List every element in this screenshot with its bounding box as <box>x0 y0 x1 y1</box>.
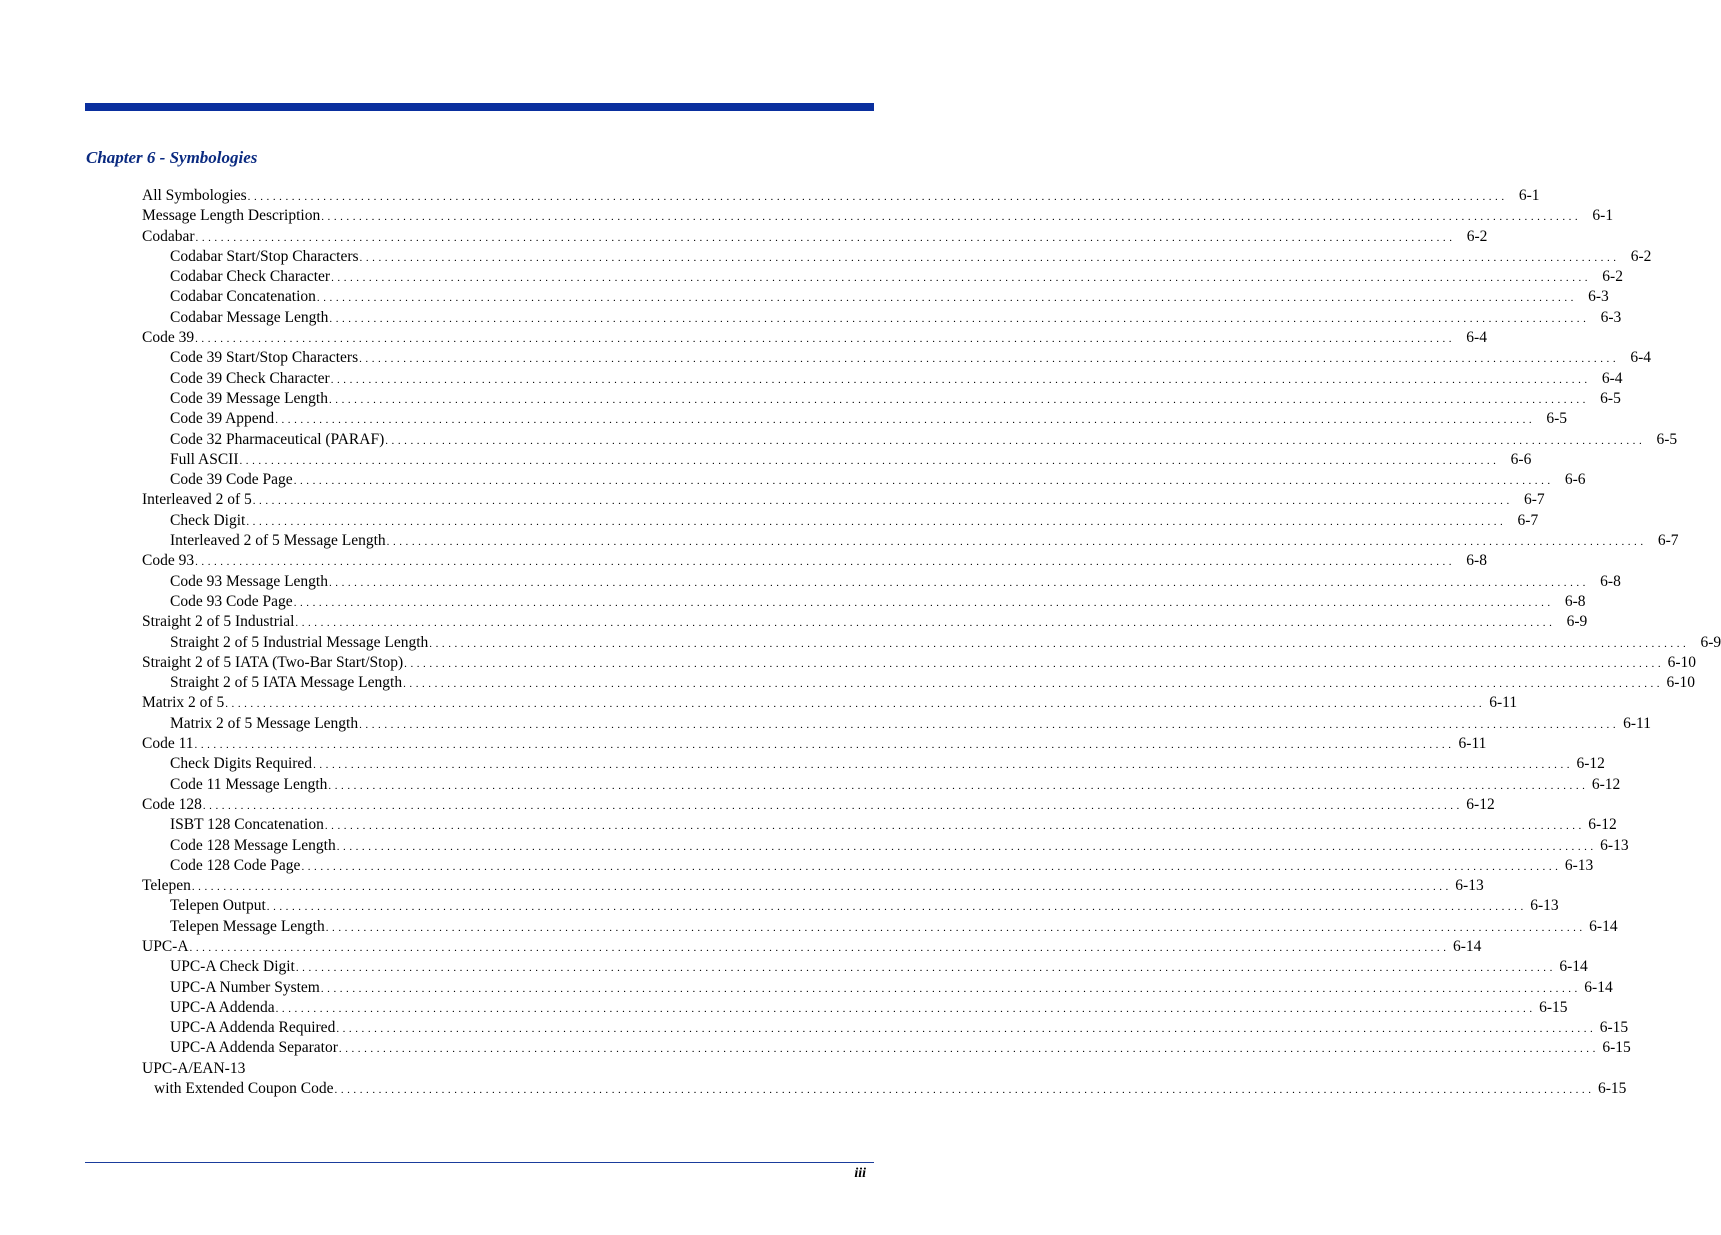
dot-leader: . . . . . . . . . . . . . . . . . . . . . . . . . . . . . . . . . . . . . . . . . . . . . . . . . . . . . . . . . . . . . . . . . . . . . . . . . . . . . . . . . . . . . . . . . . . . . . . . . . . . . . . . . . . . . . . . . . . . . . . . . . . . . . . . . . . . . . . . . . . . . . . . . . . . . . . . . . . . . . . . . . . . . . . . . . . . . . . . . . . . . . . . . . . . . . . . . . . . . . . . <box>295 962 1553 975</box>
toc-entry-title: Code 39 Start/Stop Characters <box>170 349 359 367</box>
toc-entry-title: Code 39 <box>142 329 195 347</box>
toc-entry-title: UPC-A Check Digit <box>170 958 295 976</box>
toc-entry[interactable] <box>0 490 1545 510</box>
dot-leader: . . . . . . . . . . . . . . . . . . . . . . . . . . . . . . . . . . . . . . . . . . . . . . . . . . . . . . . . . . . . . . . . . . . . . . . . . . . . . . . . . . . . . . . . . . . . . . . . . . . . . . . . . . . . . . . . . . . . . . . . . . . . . . . . . . . . . . . . . . . . . . . . . . . . . . . . . . . . . . . . . . . . . . . . . . . . . . . . . . . . . . . . . . . . . . . . . . . . . . . . <box>225 698 1483 711</box>
toc-entry[interactable] <box>0 430 1678 450</box>
toc-entry-page: 6-7 <box>1517 511 1539 529</box>
toc-entry-title: Telepen Message Length <box>170 917 325 935</box>
dot-leader: . . . . . . . . . . . . . . . . . . . . . . . . . . . . . . . . . . . . . . . . . . . . . . . . . . . . . . . . . . . . . . . . . . . . . . . . . . . . . . . . . . . . . . . . . . . . . . . . . . . . . . . . . . . . . . . . . . . . . . . . . . . . . . . . . . . . . . . . . . . . . . . . . . . . . . . . . . . . . . . . . . . . . . . . . . . . . . . . . . . . . . . . . . . . . . . . . . . . . . . . <box>359 251 1617 264</box>
dot-leader: . . . . . . . . . . . . . . . . . . . . . . . . . . . . . . . . . . . . . . . . . . . . . . . . . . . . . . . . . . . . . . . . . . . . . . . . . . . . . . . . . . . . . . . . . . . . . . . . . . . . . . . . . . . . . . . . . . . . . . . . . . . . . . . . . . . . . . . . . . . . . . . . . . . . . . . . . . . . . . . . . . . . . . . . . . . . . . . . . . . . . . . . . . . . . . . . . . . . . . . . <box>324 820 1582 833</box>
toc-entry-title: ISBT 128 Concatenation <box>170 816 324 834</box>
toc-entry-page: 6-13 <box>1455 877 1484 895</box>
chapter-title: Chapter 6 - Symbologies <box>86 148 258 167</box>
toc-entry-title: Code 32 Pharmaceutical (PARAF) <box>170 430 385 448</box>
toc-entry-title: Matrix 2 of 5 <box>142 694 225 712</box>
dot-leader: . . . . . . . . . . . . . . . . . . . . . . . . . . . . . . . . . . . . . . . . . . . . . . . . . . . . . . . . . . . . . . . . . . . . . . . . . . . . . . . . . . . . . . . . . . . . . . . . . . . . . . . . . . . . . . . . . . . . . . . . . . . . . . . . . . . . . . . . . . . . . . . . . . . . . . . . . . . . . . . . . . . . . . . . . . . . . . . . . . . . . . . . . . . . . . . . . . . . . . . . <box>275 414 1533 427</box>
toc-entry-page: 6-11 <box>1623 714 1651 732</box>
toc-entry[interactable] <box>0 856 1594 876</box>
toc-entry[interactable] <box>0 328 1487 348</box>
toc-entry-title: Matrix 2 of 5 Message Length <box>170 714 359 732</box>
toc-entry[interactable] <box>0 348 1651 368</box>
dot-leader: . . . . . . . . . . . . . . . . . . . . . . . . . . . . . . . . . . . . . . . . . . . . . . . . . . . . . . . . . . . . . . . . . . . . . . . . . . . . . . . . . . . . . . . . . . . . . . . . . . . . . . . . . . . . . . . . . . . . . . . . . . . . . . . . . . . . . . . . . . . . . . . . . . . . . . . . . . . . . . . . . . . . . . . . . . . . . . . . . . . . . . . . . . . . . . . . . . . . . . . . <box>239 454 1497 467</box>
toc-entry-title: Full ASCII <box>170 450 239 468</box>
toc-entry[interactable] <box>0 1079 1627 1099</box>
toc-entry[interactable] <box>0 389 1621 409</box>
toc-entry-page: 6-9 <box>1700 633 1721 651</box>
toc-entry-page: 6-7 <box>1523 491 1545 509</box>
dot-leader: . . . . . . . . . . . . . . . . . . . . . . . . . . . . . . . . . . . . . . . . . . . . . . . . . . . . . . . . . . . . . . . . . . . . . . . . . . . . . . . . . . . . . . . . . . . . . . . . . . . . . . . . . . . . . . . . . . . . . . . . . . . . . . . . . . . . . . . . . . . . . . . . . . . . . . . . . . . . . . . . . . . . . . . . . . . . . . . . . . . . . . . . . . . . . . . . . . . . . . . . <box>386 536 1644 549</box>
dot-leader: . . . . . . . . . . . . . . . . . . . . . . . . . . . . . . . . . . . . . . . . . . . . . . . . . . . . . . . . . . . . . . . . . . . . . . . . . . . . . . . . . . . . . . . . . . . . . . . . . . . . . . . . . . . . . . . . . . . . . . . . . . . . . . . . . . . . . . . . . . . . . . . . . . . . . . . . . . . . . . . . . . . . . . . . . . . . . . . . . . . . . . . . . . . . . . . . . . . . . . . . <box>385 434 1643 447</box>
dot-leader: . . . . . . . . . . . . . . . . . . . . . . . . . . . . . . . . . . . . . . . . . . . . . . . . . . . . . . . . . . . . . . . . . . . . . . . . . . . . . . . . . . . . . . . . . . . . . . . . . . . . . . . . . . . . . . . . . . . . . . . . . . . . . . . . . . . . . . . . . . . . . . . . . . . . . . . . . . . . . . . . . . . . . . . . . . . . . . . . . . . . . . . . . . . . . . . . . . . . . . . . <box>266 901 1524 914</box>
toc-entry-title: Codabar Concatenation <box>170 288 316 306</box>
dot-leader: . . . . . . . . . . . . . . . . . . . . . . . . . . . . . . . . . . . . . . . . . . . . . . . . . . . . . . . . . . . . . . . . . . . . . . . . . . . . . . . . . . . . . . . . . . . . . . . . . . . . . . . . . . . . . . . . . . . . . . . . . . . . . . . . . . . . . . . . . . . . . . . . . . . . . . . . . . . . . . . . . . . . . . . . . . . . . . . . . . . . . . . . . . . . . . . . . . . . . . . . <box>336 840 1594 853</box>
toc-entry[interactable] <box>0 754 1605 774</box>
toc-entry[interactable] <box>0 1018 1629 1038</box>
toc-entry[interactable] <box>0 409 1568 429</box>
toc-entry-title: All Symbologies <box>142 187 247 204</box>
toc-entry-title: with Extended Coupon Code <box>154 1080 334 1098</box>
toc-entry[interactable] <box>0 551 1487 571</box>
dot-leader: . . . . . . . . . . . . . . . . . . . . . . . . . . . . . . . . . . . . . . . . . . . . . . . . . . . . . . . . . . . . . . . . . . . . . . . . . . . . . . . . . . . . . . . . . . . . . . . . . . . . . . . . . . . . . . . . . . . . . . . . . . . . . . . . . . . . . . . . . . . . . . . . . . . . . . . . . . . . . . . . . . . . . . . . . . . . . . . . . . . . . . . . . . . . . . . . . . . . . . . . <box>293 475 1551 488</box>
toc-entry-title: Code 39 Append <box>170 410 275 428</box>
dot-leader: . . . . . . . . . . . . . . . . . . . . . . . . . . . . . . . . . . . . . . . . . . . . . . . . . . . . . . . . . . . . . . . . . . . . . . . . . . . . . . . . . . . . . . . . . . . . . . . . . . . . . . . . . . . . . . . . . . . . . . . . . . . . . . . . . . . . . . . . . . . . . . . . . . . . . . . . . . . . . . . . . . . . . . . . . . . . . . . . . . . . . . . . . . . . . . . . . . . . . . . . <box>191 881 1449 894</box>
toc-entry-title: UPC-A Number System <box>170 978 320 996</box>
toc-entry-title: Code 11 <box>142 735 194 753</box>
dot-leader: . . . . . . . . . . . . . . . . . . . . . . . . . . . . . . . . . . . . . . . . . . . . . . . . . . . . . . . . . . . . . . . . . . . . . . . . . . . . . . . . . . . . . . . . . . . . . . . . . . . . . . . . . . . . . . . . . . . . . . . . . . . . . . . . . . . . . . . . . . . . . . . . . . . . . . . . . . . . . . . . . . . . . . . . . . . . . . . . . . . . . . . . . . . . . . . . . . . . . . . . <box>293 596 1551 609</box>
toc-entry-title: Code 93 Message Length <box>170 572 328 590</box>
toc-entry-title: Code 93 <box>142 552 195 570</box>
toc-entry[interactable] <box>0 1038 1631 1058</box>
toc-entry[interactable] <box>0 714 1651 734</box>
dot-leader: . . . . . . . . . . . . . . . . . . . . . . . . . . . . . . . . . . . . . . . . . . . . . . . . . . . . . . . . . . . . . . . . . . . . . . . . . . . . . . . . . . . . . . . . . . . . . . . . . . . . . . . . . . . . . . . . . . . . . . . . . . . . . . . . . . . . . . . . . . . . . . . . . . . . . . . . . . . . . . . . . . . . . . . . . . . . . . . . . . . . . . . . . . . . . . . . . . . . . . . . <box>325 921 1583 934</box>
dot-leader: . . . . . . . . . . . . . . . . . . . . . . . . . . . . . . . . . . . . . . . . . . . . . . . . . . . . . . . . . . . . . . . . . . . . . . . . . . . . . . . . . . . . . . . . . . . . . . . . . . . . . . . . . . . . . . . . . . . . . . . . . . . . . . . . . . . . . . . . . . . . . . . . . . . . . . . . . . . . . . . . . . . . . . . . . . . . . . . . . . . . . . . . . . . . . . . . . . . . . . . . <box>429 637 1687 650</box>
toc-entry-page: 6-1 <box>1518 187 1540 204</box>
toc-entry[interactable] <box>0 673 1695 693</box>
toc-entry-page: 6-12 <box>1588 816 1617 834</box>
toc-entry-title: Straight 2 of 5 IATA Message Length <box>170 674 403 692</box>
toc-entry-page: 6-2 <box>1630 247 1652 265</box>
toc-entry[interactable] <box>0 836 1629 856</box>
dot-leader: . . . . . . . . . . . . . . . . . . . . . . . . . . . . . . . . . . . . . . . . . . . . . . . . . . . . . . . . . . . . . . . . . . . . . . . . . . . . . . . . . . . . . . . . . . . . . . . . . . . . . . . . . . . . . . . . . . . . . . . . . . . . . . . . . . . . . . . . . . . . . . . . . . . . . . . . . . . . . . . . . . . . . . . . . . . . . . . . . . . . . . . . . . . . . . . . . . . . . . . . <box>403 678 1660 691</box>
toc-entry-page: 6-11 <box>1458 735 1487 753</box>
toc-entry[interactable] <box>0 531 1679 551</box>
toc-entry-page: 6-15 <box>1602 1039 1631 1057</box>
toc-entry-page: 6-12 <box>1576 755 1605 773</box>
dot-leader: . . . . . . . . . . . . . . . . . . . . . . . . . . . . . . . . . . . . . . . . . . . . . . . . . . . . . . . . . . . . . . . . . . . . . . . . . . . . . . . . . . . . . . . . . . . . . . . . . . . . . . . . . . . . . . . . . . . . . . . . . . . . . . . . . . . . . . . . . . . . . . . . . . . . . . . . . . . . . . . . . . . . . . . . . . . . . . . . . . . . . . . . . . . . . . . . . . . . . . . . <box>328 779 1586 792</box>
toc-entry[interactable] <box>0 775 1621 795</box>
toc-entry-page: 6-6 <box>1510 450 1532 468</box>
toc-entry-title: Code 39 Check Character <box>170 369 330 387</box>
toc-entry[interactable] <box>0 369 1623 389</box>
dot-leader: . . . . . . . . . . . . . . . . . . . . . . . . . . . . . . . . . . . . . . . . . . . . . . . . . . . . . . . . . . . . . . . . . . . . . . . . . . . . . . . . . . . . . . . . . . . . . . . . . . . . . . . . . . . . . . . . . . . . . . . . . . . . . . . . . . . . . . . . . . . . . . . . . . . . . . . . . . . . . . . . . . . . . . . . . . . . . . . . . . . . . . . . . . . . . . . . . . . . . . . . <box>202 799 1460 812</box>
toc-entry[interactable] <box>0 287 1609 307</box>
toc-entry-page: 6-4 <box>1601 369 1623 387</box>
toc-entry-title: Code 128 <box>142 795 202 813</box>
toc-entry[interactable] <box>0 876 1484 896</box>
toc-entry-title: Code 128 Code Page <box>170 856 301 874</box>
toc-entry-page: 6-13 <box>1600 836 1629 854</box>
toc-entry[interactable] <box>0 267 1623 287</box>
toc-entry-page: 6-15 <box>1539 998 1568 1016</box>
toc-entry[interactable] <box>0 633 1721 653</box>
toc-entry-title: Code 128 Message Length <box>170 836 336 854</box>
toc-entry-page: 6-14 <box>1452 937 1482 955</box>
dot-leader: . . . . . . . . . . . . . . . . . . . . . . . . . . . . . . . . . . . . . . . . . . . . . . . . . . . . . . . . . . . . . . . . . . . . . . . . . . . . . . . . . . . . . . . . . . . . . . . . . . . . . . . . . . . . . . . . . . . . . . . . . . . . . . . . . . . . . . . . . . . . . . . . . . . . . . . . . . . . . . . . . . . . . . . . . . . . . . . . . . . . . . . . . . . . . . . . . . . . . . . . <box>194 739 1452 752</box>
table-of-contents <box>0 186 1721 1099</box>
toc-entry[interactable] <box>0 795 1495 815</box>
toc-entry-title: Telepen <box>142 877 191 895</box>
dot-leader: . . . . . . . . . . . . . . . . . . . . . . . . . . . . . . . . . . . . . . . . . . . . . . . . . . . . . . . . . . . . . . . . . . . . . . . . . . . . . . . . . . . . . . . . . . . . . . . . . . . . . . . . . . . . . . . . . . . . . . . . . . . . . . . . . . . . . . . . . . . . . . . . . . . . . . . . . . . . . . . . . . . . . . . . . . . . . . . . . . . . . . . . . . . . . . . . . . . . . . . . <box>331 272 1588 285</box>
dot-leader: . . . . . . . . . . . . . . . . . . . . . . . . . . . . . . . . . . . . . . . . . . . . . . . . . . . . . . . . . . . . . . . . . . . . . . . . . . . . . . . . . . . . . . . . . . . . . . . . . . . . . . . . . . . . . . . . . . . . . . . . . . . . . . . . . . . . . . . . . . . . . . . . . . . . . . . . . . . . . . . . . . . . . . . . . . . . . . . . . . . . . . . . . . . . . . . . . . . . . . . . <box>316 292 1574 305</box>
toc-entry[interactable] <box>0 978 1613 998</box>
dot-leader: . . . . . . . . . . . . . . . . . . . . . . . . . . . . . . . . . . . . . . . . . . . . . . . . . . . . . . . . . . . . . . . . . . . . . . . . . . . . . . . . . . . . . . . . . . . . . . . . . . . . . . . . . . . . . . . . . . . . . . . . . . . . . . . . . . . . . . . . . . . . . . . . . . . . . . . . . . . . . . . . . . . . . . . . . . . . . . . . . . . . . . . . . . . . . . . . . . . . . . . . <box>320 982 1578 995</box>
dot-leader: . . . . . . . . . . . . . . . . . . . . . . . . . . . . . . . . . . . . . . . . . . . . . . . . . . . . . . . . . . . . . . . . . . . . . . . . . . . . . . . . . . . . . . . . . . . . . . . . . . . . . . . . . . . . . . . . . . . . . . . . . . . . . . . . . . . . . . . . . . . . . . . . . . . . . . . . . . . . . . . . . . . . . . . . . . . . . . . . . . . . . . . . . . . . . . . . . . . . . . . . <box>330 373 1588 386</box>
toc-entry-page: 6-5 <box>1656 430 1678 448</box>
toc-entry-title: Interleaved 2 of 5 <box>142 491 252 509</box>
toc-entry-page: 6-8 <box>1600 572 1621 590</box>
toc-entry-title: UPC-A <box>142 937 189 955</box>
toc-entry-page: 6-13 <box>1530 897 1559 915</box>
toc-entry-title: Straight 2 of 5 Industrial Message Length <box>170 633 429 651</box>
toc-entry[interactable] <box>0 247 1652 267</box>
toc-entry[interactable] <box>0 896 1559 916</box>
toc-entry-page: 6-15 <box>1597 1080 1627 1098</box>
toc-entry-page: 6-10 <box>1667 653 1697 671</box>
dot-leader: . . . . . . . . . . . . . . . . . . . . . . . . . . . . . . . . . . . . . . . . . . . . . . . . . . . . . . . . . . . . . . . . . . . . . . . . . . . . . . . . . . . . . . . . . . . . . . . . . . . . . . . . . . . . . . . . . . . . . . . . . . . . . . . . . . . . . . . . . . . . . . . . . . . . . . . . . . . . . . . . . . . . . . . . . . . . . . . . . . . . . . . . . . . . . . . . . . . . . . . . <box>246 515 1504 528</box>
toc-entry-page: 6-14 <box>1589 917 1618 935</box>
toc-entry-title: Check Digits Required <box>170 755 313 773</box>
dot-leader: . . . . . . . . . . . . . . . . . . . . . . . . . . . . . . . . . . . . . . . . . . . . . . . . . . . . . . . . . . . . . . . . . . . . . . . . . . . . . . . . . . . . . . . . . . . . . . . . . . . . . . . . . . . . . . . . . . . . . . . . . . . . . . . . . . . . . . . . . . . . . . . . . . . . . . . . . . . . . . . . . . . . . . . . . . . . . . . . . . . . . . . . . . . . . . . . . . . . . . . . <box>195 231 1453 244</box>
toc-entry-title: UPC-A Addenda Required <box>170 1019 336 1037</box>
dot-leader: . . . . . . . . . . . . . . . . . . . . . . . . . . . . . . . . . . . . . . . . . . . . . . . . . . . . . . . . . . . . . . . . . . . . . . . . . . . . . . . . . . . . . . . . . . . . . . . . . . . . . . . . . . . . . . . . . . . . . . . . . . . . . . . . . . . . . . . . . . . . . . . . . . . . . . . . . . . . . . . . . . . . . . . . . . . . . . . . . . . . . . . . . . . . . . . . . . . . . . . . <box>336 1023 1594 1036</box>
toc-entry[interactable] <box>0 572 1621 592</box>
toc-entry[interactable] <box>0 227 1488 247</box>
toc-entry-title: UPC-A Addenda <box>170 998 275 1016</box>
toc-entry-title: Codabar Check Character <box>170 268 331 286</box>
toc-entry-page: 6-10 <box>1666 674 1695 692</box>
toc-entry-page: 6-8 <box>1466 552 1487 570</box>
toc-entry-title: Codabar Start/Stop Characters <box>170 247 359 265</box>
toc-entry-page: 6-3 <box>1588 288 1609 306</box>
toc-entry[interactable] <box>0 957 1588 977</box>
dot-leader: . . . . . . . . . . . . . . . . . . . . . . . . . . . . . . . . . . . . . . . . . . . . . . . . . . . . . . . . . . . . . . . . . . . . . . . . . . . . . . . . . . . . . . . . . . . . . . . . . . . . . . . . . . . . . . . . . . . . . . . . . . . . . . . . . . . . . . . . . . . . . . . . . . . . . . . . . . . . . . . . . . . . . . . . . . . . . . . . . . . . . . . . . . . . . . . . . . . . . . . . <box>195 333 1452 346</box>
toc-entry-page: 6-2 <box>1466 227 1488 245</box>
toc-entry-page: 6-11 <box>1489 694 1518 712</box>
dot-leader: . . . . . . . . . . . . . . . . . . . . . . . . . . . . . . . . . . . . . . . . . . . . . . . . . . . . . . . . . . . . . . . . . . . . . . . . . . . . . . . . . . . . . . . . . . . . . . . . . . . . . . . . . . . . . . . . . . . . . . . . . . . . . . . . . . . . . . . . . . . . . . . . . . . . . . . . . . . . . . . . . . . . . . . . . . . . . . . . . . . . . . . . . . . . . . . . . . . . . . . . <box>328 393 1586 406</box>
toc-entry-title: Code 11 Message Length <box>170 775 328 793</box>
toc-entry-page: 6-12 <box>1466 795 1495 813</box>
toc-entry-title: Code 39 Message Length <box>170 389 328 407</box>
toc-entry[interactable] <box>0 917 1618 937</box>
toc-entry-title: Codabar Message Length <box>170 308 329 326</box>
footer-rule <box>85 1162 874 1163</box>
toc-entry-page: 6-4 <box>1466 329 1487 347</box>
toc-entry[interactable] <box>0 693 1518 713</box>
dot-leader: . . . . . . . . . . . . . . . . . . . . . . . . . . . . . . . . . . . . . . . . . . . . . . . . . . . . . . . . . . . . . . . . . . . . . . . . . . . . . . . . . . . . . . . . . . . . . . . . . . . . . . . . . . . . . . . . . . . . . . . . . . . . . . . . . . . . . . . . . . . . . . . . . . . . . . . . . . . . . . . . . . . . . . . . . . . . . . . . . . . . . . . . . . . . . . . . . . . . . . . . <box>329 312 1587 325</box>
toc-entry-title: Codabar <box>142 227 195 245</box>
toc-entry[interactable] <box>0 308 1622 328</box>
toc-entry[interactable] <box>0 937 1482 957</box>
toc-entry-title: Interleaved 2 of 5 Message Length <box>170 532 386 550</box>
dot-leader: . . . . . . . . . . . . . . . . . . . . . . . . . . . . . . . . . . . . . . . . . . . . . . . . . . . . . . . . . . . . . . . . . . . . . . . . . . . . . . . . . . . . . . . . . . . . . . . . . . . . . . . . . . . . . . . . . . . . . . . . . . . . . . . . . . . . . . . . . . . . . . . . . . . . . . . . . . . . . . . . . . . . . . . . . . . . . . . . . . . . . . . . . . . . . . . . . . . . . . . . <box>334 1084 1592 1097</box>
toc-entry-page: 6-12 <box>1591 775 1621 793</box>
toc-entry[interactable] <box>0 612 1588 632</box>
toc-entry-title: Check Digit <box>170 511 246 529</box>
toc-entry-title: Message Length Description <box>142 207 321 225</box>
toc-entry-title: Code 93 Code Page <box>170 592 293 610</box>
dot-leader: . . . . . . . . . . . . . . . . . . . . . . . . . . . . . . . . . . . . . . . . . . . . . . . . . . . . . . . . . . . . . . . . . . . . . . . . . . . . . . . . . . . . . . . . . . . . . . . . . . . . . . . . . . . . . . . . . . . . . . . . . . . . . . . . . . . . . . . . . . . . . . . . . . . . . . . . . . . . . . . . . . . . . . . . . . . . . . . . . . . . . . . . . . . . . . . . . . . . . . . . <box>301 860 1559 873</box>
toc-entry[interactable] <box>0 592 1586 612</box>
dot-leader: . . . . . . . . . . . . . . . . . . . . . . . . . . . . . . . . . . . . . . . . . . . . . . . . . . . . . . . . . . . . . . . . . . . . . . . . . . . . . . . . . . . . . . . . . . . . . . . . . . . . . . . . . . . . . . . . . . . . . . . . . . . . . . . . . . . . . . . . . . . . . . . . . . . . . . . . . . . . . . . . . . . . . . . . . . . . . . . . . . . . . . . . . . . . . . . . . . . . . . . . <box>359 718 1616 731</box>
dot-leader: . . . . . . . . . . . . . . . . . . . . . . . . . . . . . . . . . . . . . . . . . . . . . . . . . . . . . . . . . . . . . . . . . . . . . . . . . . . . . . . . . . . . . . . . . . . . . . . . . . . . . . . . . . . . . . . . . . . . . . . . . . . . . . . . . . . . . . . . . . . . . . . . . . . . . . . . . . . . . . . . . . . . . . . . . . . . . . . . . . . . . . . . . . . . . . . . . . . . . . . . <box>328 576 1586 589</box>
toc-entry-title: Telepen Output <box>170 897 266 915</box>
dot-leader: . . . . . . . . . . . . . . . . . . . . . . . . . . . . . . . . . . . . . . . . . . . . . . . . . . . . . . . . . . . . . . . . . . . . . . . . . . . . . . . . . . . . . . . . . . . . . . . . . . . . . . . . . . . . . . . . . . . . . . . . . . . . . . . . . . . . . . . . . . . . . . . . . . . . . . . . . . . . . . . . . . . . . . . . . . . . . . . . . . . . . . . . . . . . . . . . . . . . . . . . <box>359 353 1616 366</box>
dot-leader: . . . . . . . . . . . . . . . . . . . . . . . . . . . . . . . . . . . . . . . . . . . . . . . . . . . . . . . . . . . . . . . . . . . . . . . . . . . . . . . . . . . . . . . . . . . . . . . . . . . . . . . . . . . . . . . . . . . . . . . . . . . . . . . . . . . . . . . . . . . . . . . . . . . . . . . . . . . . . . . . . . . . . . . . . . . . . . . . . . . . . . . . . . . . . . . . . . . . . . . . <box>338 1043 1596 1056</box>
toc-entry[interactable] <box>0 470 1586 490</box>
toc-entry-page: 6-5 <box>1546 410 1568 428</box>
toc-entry[interactable] <box>0 186 1540 206</box>
toc-entry-page: 6-1 <box>1592 207 1614 225</box>
dot-leader: . . . . . . . . . . . . . . . . . . . . . . . . . . . . . . . . . . . . . . . . . . . . . . . . . . . . . . . . . . . . . . . . . . . . . . . . . . . . . . . . . . . . . . . . . . . . . . . . . . . . . . . . . . . . . . . . . . . . . . . . . . . . . . . . . . . . . . . . . . . . . . . . . . . . . . . . . . . . . . . . . . . . . . . . . . . . . . . . . . . . . . . . . . . . . . . . . . . . . . . . <box>195 556 1452 569</box>
toc-entry-page: 6-15 <box>1599 1019 1629 1037</box>
toc-entry[interactable] <box>0 998 1568 1018</box>
toc-entry-title: UPC-A/EAN-13 <box>142 1059 246 1077</box>
dot-leader: . . . . . . . . . . . . . . . . . . . . . . . . . . . . . . . . . . . . . . . . . . . . . . . . . . . . . . . . . . . . . . . . . . . . . . . . . . . . . . . . . . . . . . . . . . . . . . . . . . . . . . . . . . . . . . . . . . . . . . . . . . . . . . . . . . . . . . . . . . . . . . . . . . . . . . . . . . . . . . . . . . . . . . . . . . . . . . . . . . . . . . . . . . . . . . . . . . . . . . . . <box>295 617 1553 630</box>
toc-entry-page: 6-7 <box>1657 532 1679 550</box>
dot-leader: . . . . . . . . . . . . . . . . . . . . . . . . . . . . . . . . . . . . . . . . . . . . . . . . . . . . . . . . . . . . . . . . . . . . . . . . . . . . . . . . . . . . . . . . . . . . . . . . . . . . . . . . . . . . . . . . . . . . . . . . . . . . . . . . . . . . . . . . . . . . . . . . . . . . . . . . . . . . . . . . . . . . . . . . . . . . . . . . . . . . . . . . . . . . . . . . . . . . . . . . <box>275 1002 1533 1015</box>
toc-entry[interactable] <box>0 734 1487 754</box>
toc-entry-page: 6-3 <box>1600 308 1622 326</box>
toc-entry-page: 6-14 <box>1584 978 1613 996</box>
toc-entry-title: Straight 2 of 5 Industrial <box>142 613 295 631</box>
toc-entry-title: UPC-A Addenda Separator <box>170 1039 338 1057</box>
toc-entry-page: 6-5 <box>1600 389 1621 407</box>
toc-entry[interactable] <box>0 206 1614 226</box>
toc-entry-page: 6-8 <box>1564 592 1586 610</box>
dot-leader: . . . . . . . . . . . . . . . . . . . . . . . . . . . . . . . . . . . . . . . . . . . . . . . . . . . . . . . . . . . . . . . . . . . . . . . . . . . . . . . . . . . . . . . . . . . . . . . . . . . . . . . . . . . . . . . . . . . . . . . . . . . . . . . . . . . . . . . . . . . . . . . . . . . . . . . . . . . . . . . . . . . . . . . . . . . . . . . . . . . . . . . . . . . . . . . . . . . . . . . . <box>404 657 1662 670</box>
toc-entry[interactable] <box>0 511 1539 531</box>
dot-leader: . . . . . . . . . . . . . . . . . . . . . . . . . . . . . . . . . . . . . . . . . . . . . . . . . . . . . . . . . . . . . . . . . . . . . . . . . . . . . . . . . . . . . . . . . . . . . . . . . . . . . . . . . . . . . . . . . . . . . . . . . . . . . . . . . . . . . . . . . . . . . . . . . . . . . . . . . . . . . . . . . . . . . . . . . . . . . . . . . . . . . . . . . . . . . . . . . . . . . . . . <box>313 759 1570 772</box>
toc-entry[interactable] <box>0 1059 954 1079</box>
dot-leader: . . . . . . . . . . . . . . . . . . . . . . . . . . . . . . . . . . . . . . . . . . . . . . . . . . . . . . . . . . . . . . . . . . . . . . . . . . . . . . . . . . . . . . . . . . . . . . . . . . . . . . . . . . . . . . . . . . . . . . . . . . . . . . . . . . . . . . . . . . . . . . . . . . . . . . . . . . . . . . . . . . . . . . . . . . . . . . . . . . . . . . . . . . . . . . . . . . . . . . . . <box>247 191 1505 203</box>
toc-entry-page: 6-13 <box>1564 856 1594 874</box>
toc-entry-page: 6-2 <box>1602 268 1623 286</box>
header-bar <box>85 103 874 111</box>
dot-leader: . . . . . . . . . . . . . . . . . . . . . . . . . . . . . . . . . . . . . . . . . . . . . . . . . . . . . . . . . . . . . . . . . . . . . . . . . . . . . . . . . . . . . . . . . . . . . . . . . . . . . . . . . . . . . . . . . . . . . . . . . . . . . . . . . . . . . . . . . . . . . . . . . . . . . . . . . . . . . . . . . . . . . . . . . . . . . . . . . . . . . . . . . . . . . . . . . . . . . . . . <box>189 941 1447 954</box>
toc-entry-page: 6-9 <box>1566 613 1588 631</box>
toc-entry-page: 6-6 <box>1564 471 1586 489</box>
toc-entry-title: Code 39 Code Page <box>170 471 293 489</box>
toc-entry-title: Straight 2 of 5 IATA (Two-Bar Start/Stop) <box>142 653 404 671</box>
toc-entry[interactable] <box>0 653 1697 673</box>
page-number: iii <box>854 1166 866 1181</box>
dot-leader: . . . . . . . . . . . . . . . . . . . . . . . . . . . . . . . . . . . . . . . . . . . . . . . . . . . . . . . . . . . . . . . . . . . . . . . . . . . . . . . . . . . . . . . . . . . . . . . . . . . . . . . . . . . . . . . . . . . . . . . . . . . . . . . . . . . . . . . . . . . . . . . . . . . . . . . . . . . . . . . . . . . . . . . . . . . . . . . . . . . . . . . . . . . . . . . . . . . . . . . . <box>252 495 1510 508</box>
toc-entry-page: 6-14 <box>1559 958 1588 976</box>
toc-entry-page: 6-4 <box>1630 349 1651 367</box>
toc-entry[interactable] <box>0 815 1617 835</box>
dot-leader: . . . . . . . . . . . . . . . . . . . . . . . . . . . . . . . . . . . . . . . . . . . . . . . . . . . . . . . . . . . . . . . . . . . . . . . . . . . . . . . . . . . . . . . . . . . . . . . . . . . . . . . . . . . . . . . . . . . . . . . . . . . . . . . . . . . . . . . . . . . . . . . . . . . . . . . . . . . . . . . . . . . . . . . . . . . . . . . . . . . . . . . . . . . . . . . . . . . . . . . . <box>321 211 1579 224</box>
toc-entry[interactable] <box>0 450 1532 470</box>
